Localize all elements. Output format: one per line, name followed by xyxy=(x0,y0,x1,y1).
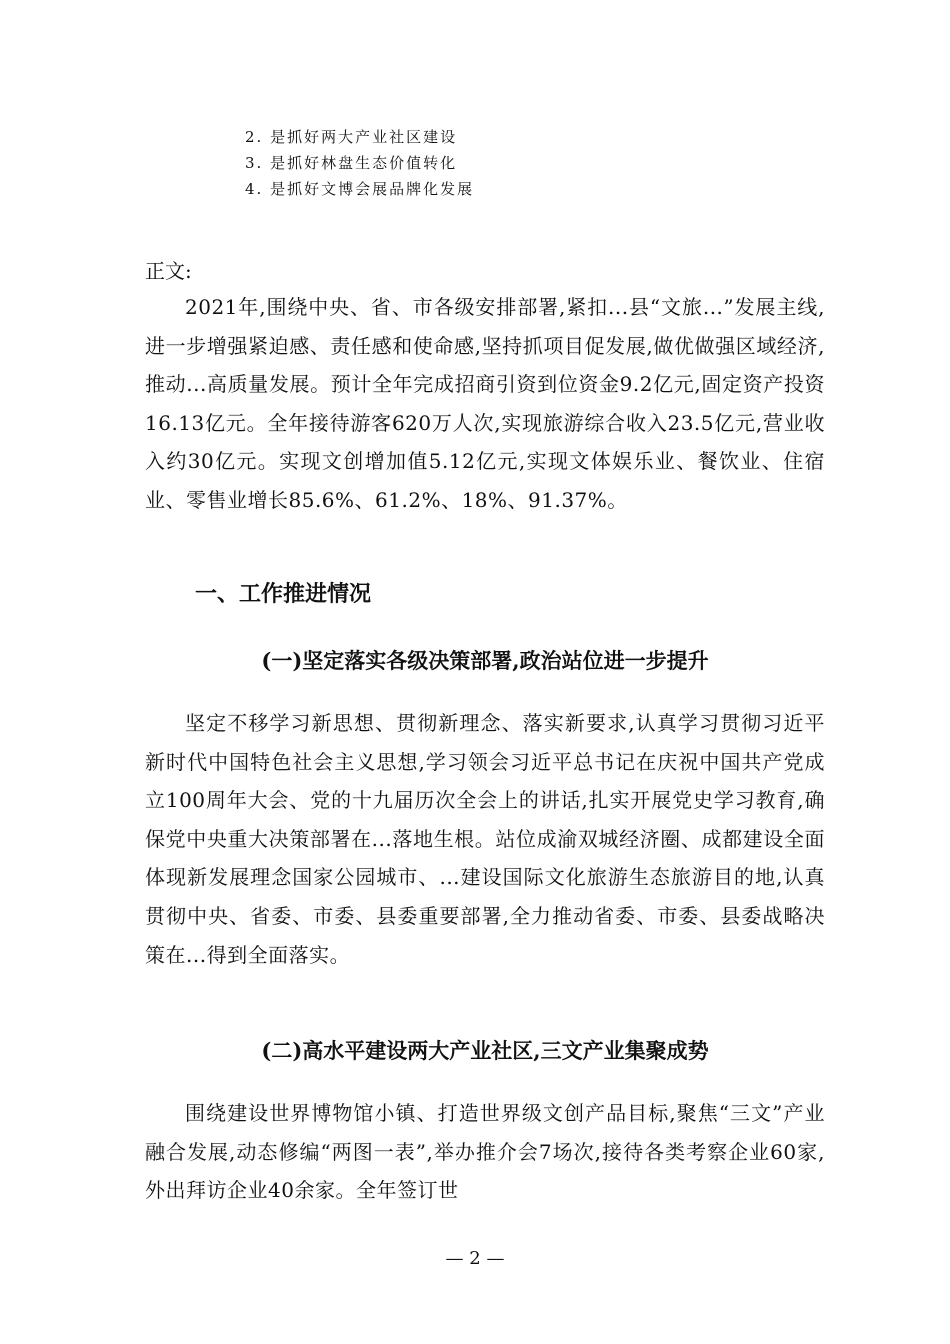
intro-paragraph: 2021年,围绕中央、省、市各级安排部署,紧扣...县“文旅...”发展主线,进一步增强紧迫感、责任感和使命感,坚持抓项目促发展,做优做强区域经济,推动...高质量发展。预计全年完成招商引资到位资金9.2亿元,固定资产投资16.13亿元。全年接待游客620万人次,实现旅游综合收入23.5亿元,营业收入约30亿元。实现文创增加值5.12亿元,实现文体娱乐业、餐饮业、住宿业、零售业增长85.6%、61.2%、18%、91.37%。 xyxy=(145,295,825,512)
outline-item: 4. 是抓好文博会展品牌化发展 xyxy=(245,180,475,198)
outline-list xyxy=(245,124,474,202)
outline-item: 3. 是抓好林盘生态价值转化 xyxy=(245,154,458,172)
section-heading: 一、工作推进情况 xyxy=(195,582,372,607)
outline-item: 2. 是抓好两大产业社区建设 xyxy=(245,128,458,146)
subsection-heading-2: (二)高水平建设两大产业社区,三文产业集聚成势 xyxy=(261,1038,709,1063)
subsection-paragraph-2: 围绕建设世界博物馆小镇、打造世界级文创产品目标,聚焦“三文”产业融合发展,动态修编“两图一表”,举办推介会7场次,接待各类考察企业60家,外出拜访企业40余家。全年签订世 xyxy=(145,1101,825,1203)
subsection-paragraph-1: 坚定不移学习新思想、贯彻新理念、落实新要求,认真学习贯彻习近平新时代中国特色社会主义思想,学习领会习近平总书记在庆祝中国共产党成立100周年大会、党的十九届历次全会上的讲话,扎实开展党史学习教育,确保党中央重大决策部署在...落地生根。站位成渝双城经济圈、成都建设全面体现新发展理念国家公园城市、...建设国际文化旅游生态旅游目的地,认真贯彻中央、省委、市委、县委重要部署,全力推动省委、市委、县委战略决策在...得到全面落实。 xyxy=(145,711,825,967)
page-number: — 2 — xyxy=(445,1248,505,1269)
body-label: 正文: xyxy=(145,259,192,283)
subsection-heading-1: (一)坚定落实各级决策部署,政治站位进一步提升 xyxy=(261,648,709,673)
